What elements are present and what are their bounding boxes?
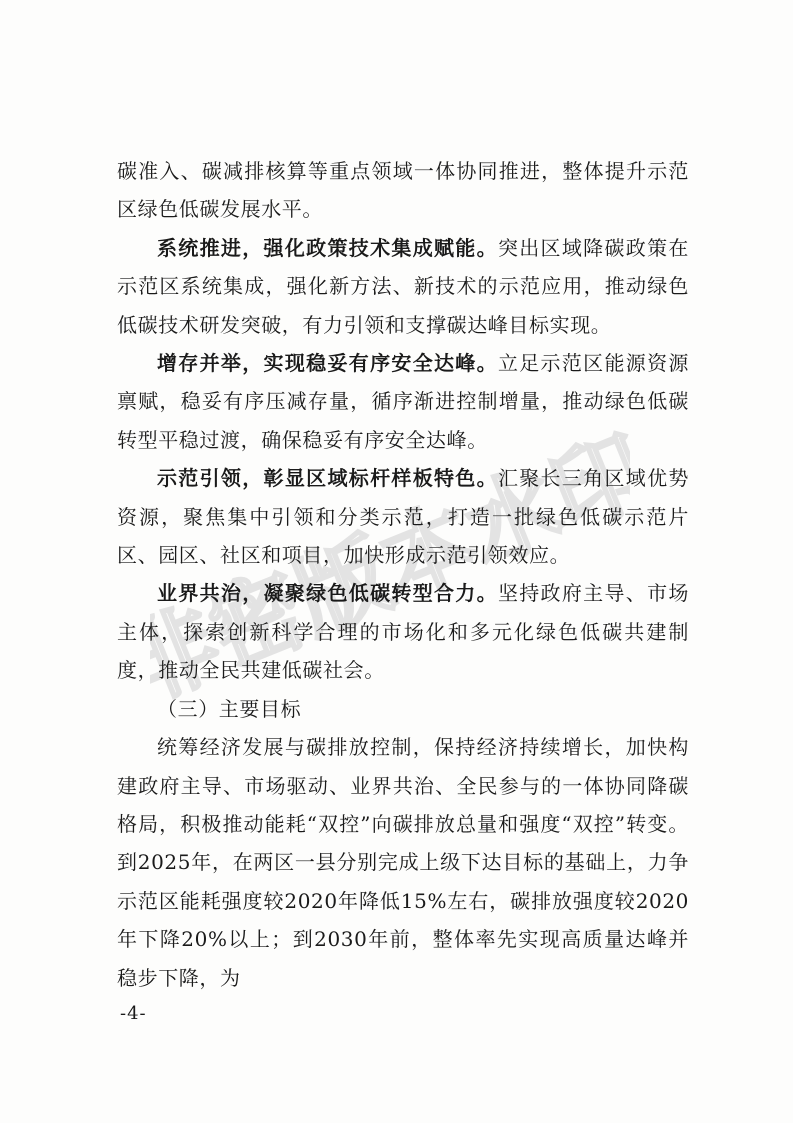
paragraph-lead: 系统推进，强化政策技术集成赋能。 [157,235,498,260]
section-heading: （三）主要目标 [157,696,302,721]
paragraph-demonstration [117,459,689,574]
paragraph-lead: 示范引领，彰显区域标杆样板特色。 [157,466,498,491]
watermark-text: 非密版本水印 [150,430,630,723]
paragraph-text: 汇聚长三角区域优势资源，聚焦集中引领和分类示范，打造一批绿色低碳示范片区、园区、社区和项目，加快形成示范引领效应。 [117,466,689,568]
paragraph-system-advance [117,229,689,344]
document-body [117,152,689,997]
paragraph-main-targets: 统筹经济发展与碳排放控制，保持经济持续增长，加快构建政府主导、市场驱动、业界共治、全民参与的一体协同降碳格局，积极推动能耗“双控”向碳排放总量和强度“双控”转变。到2025年，在两区一县分别完成上级下达目标的基础上，力争示范区能耗强度较2020年降低15%左右，碳排放强度较2020年下降20%以上；到2030年前，整体率先实现高质量达峰并稳步下降，为 [117,735,689,990]
page-number: -4- [120,1003,147,1024]
paragraph-stock-increment [117,344,689,459]
paragraph-text: 坚持政府主导、市场主体，探索创新科学合理的市场化和多元化绿色低碳共建制度，推动全民共建低碳社会。 [117,581,689,683]
paragraph-lead: 增存并举，实现稳妥有序安全达峰。 [157,351,498,376]
paragraph-text: 突出区域降碳政策在示范区系统集成，强化新方法、新技术的示范应用，推动绿色低碳技术研发突破，有力引领和支撑碳达峰目标实现。 [117,235,689,337]
paragraph-continuation [117,152,689,229]
paragraph-lead: 业界共治，凝聚绿色低碳转型合力。 [157,581,498,606]
paragraph-co-governance [117,574,689,689]
paragraph-text: 碳准入、碳减排核算等重点领域一体协同推进，整体提升示范区绿色低碳发展水平。 [117,159,689,222]
paragraph-text: 立足示范区能源资源禀赋，稳妥有序压减存量，循序渐进控制增量，推动绿色低碳转型平稳过渡，确保稳妥有序安全达峰。 [117,351,689,452]
